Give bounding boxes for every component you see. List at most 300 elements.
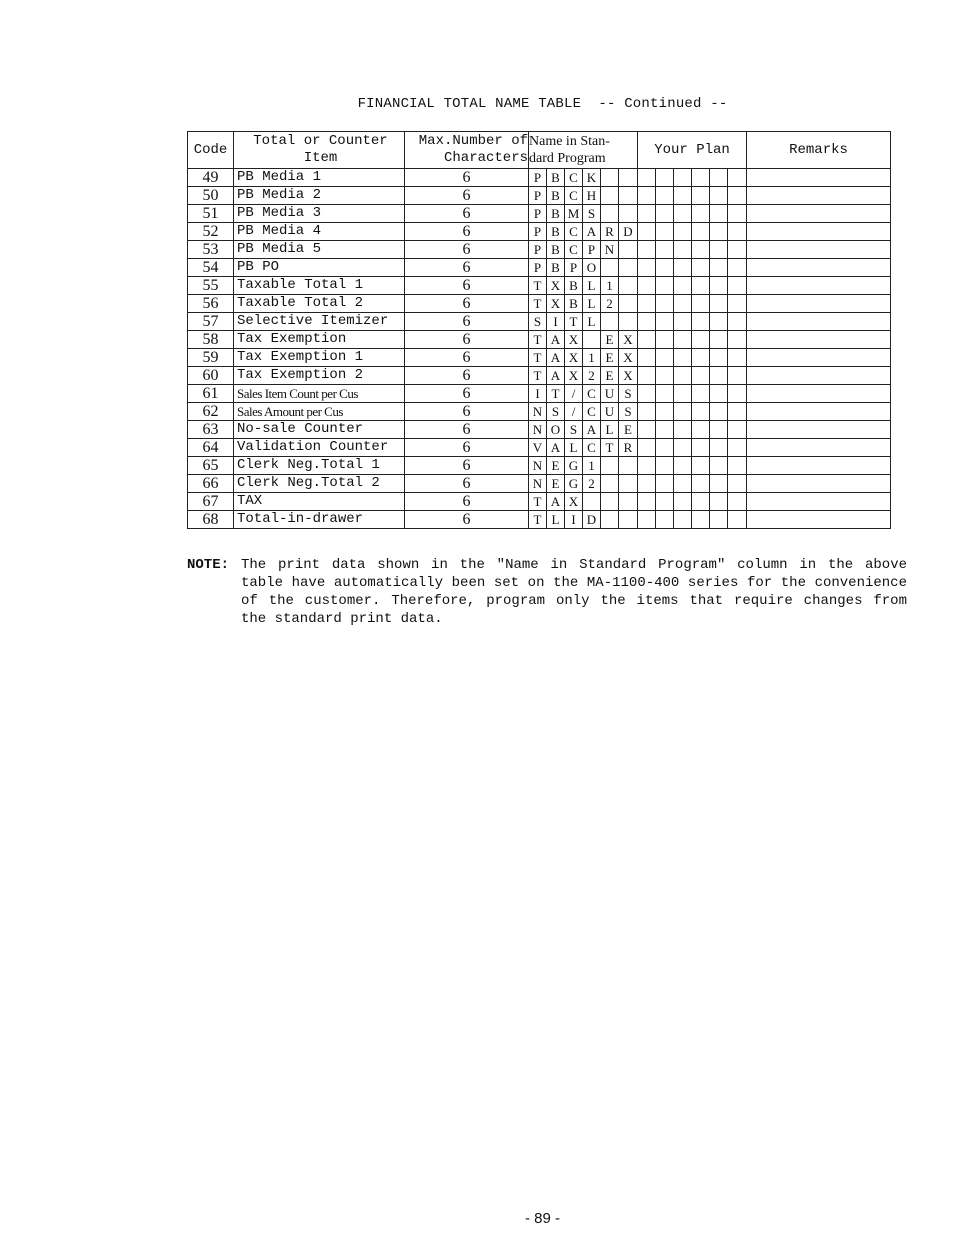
plan-char-box[interactable]	[656, 385, 674, 402]
cell-code: 59	[188, 349, 234, 367]
cell-your-plan[interactable]	[638, 187, 747, 205]
cell-remarks[interactable]	[747, 457, 891, 475]
plan-char-box[interactable]	[692, 205, 710, 222]
std-char-box: B	[565, 277, 583, 294]
cell-your-plan[interactable]	[638, 223, 747, 241]
plan-char-box[interactable]	[656, 367, 674, 384]
cell-code: 49	[188, 169, 234, 187]
plan-char-box[interactable]	[692, 493, 710, 510]
plan-char-box[interactable]	[728, 457, 746, 474]
plan-char-box[interactable]	[656, 403, 674, 420]
std-char-box: C	[565, 241, 583, 258]
cell-remarks[interactable]	[747, 367, 891, 385]
plan-char-box[interactable]	[656, 331, 674, 348]
table-row	[188, 475, 891, 493]
cell-your-plan[interactable]	[638, 259, 747, 277]
plan-char-box[interactable]	[728, 241, 746, 258]
std-char-box	[601, 313, 619, 330]
std-char-box: K	[583, 169, 601, 186]
plan-char-box[interactable]	[728, 313, 746, 330]
plan-char-box[interactable]	[638, 331, 656, 348]
cell-remarks[interactable]	[747, 187, 891, 205]
plan-char-box[interactable]	[638, 187, 656, 204]
plan-char-box[interactable]	[728, 259, 746, 276]
cell-item: Total-in-drawer	[234, 511, 405, 529]
cell-max-characters: 6	[405, 277, 529, 295]
std-char-box: S	[624, 386, 632, 401]
plan-char-box[interactable]	[638, 385, 656, 402]
header-item-line2: Item	[303, 150, 338, 166]
table-row	[188, 277, 891, 295]
std-char-box	[601, 169, 619, 186]
cell-remarks[interactable]	[747, 205, 891, 223]
std-char-box: G	[565, 457, 583, 474]
plan-char-box[interactable]	[692, 349, 710, 366]
cell-remarks[interactable]	[747, 313, 891, 331]
cell-standard-name	[529, 493, 638, 511]
plan-char-box[interactable]	[710, 403, 728, 420]
plan-char-box[interactable]	[674, 223, 692, 240]
plan-char-box[interactable]	[728, 169, 746, 186]
cell-code: 57	[188, 313, 234, 331]
plan-char-box[interactable]	[674, 439, 692, 456]
cell-your-plan[interactable]	[638, 349, 747, 367]
cell-code: 66	[188, 475, 234, 493]
cell-item: PB Media 1	[234, 169, 405, 187]
plan-char-box[interactable]	[638, 259, 656, 276]
plan-char-box[interactable]	[692, 475, 710, 492]
std-char-box: 1	[601, 277, 619, 294]
plan-char-box[interactable]	[728, 295, 746, 312]
plan-char-box[interactable]	[710, 439, 728, 456]
std-char-box	[601, 205, 619, 222]
std-char-box: I	[547, 313, 565, 330]
plan-char-box[interactable]	[674, 241, 692, 258]
table-row	[188, 457, 891, 475]
std-char-box: N	[529, 475, 547, 492]
std-char-box: C	[583, 385, 601, 402]
std-char-box: 2	[601, 295, 619, 312]
plan-char-box[interactable]	[728, 367, 746, 384]
plan-char-box[interactable]	[674, 169, 692, 186]
cell-item: Sales Item Count per Cus	[234, 385, 405, 403]
cell-remarks[interactable]	[747, 295, 891, 313]
plan-char-box[interactable]	[656, 349, 674, 366]
std-char-box: T	[547, 385, 565, 402]
table-row	[188, 511, 891, 529]
plan-char-box[interactable]	[638, 493, 656, 510]
cell-your-plan[interactable]	[638, 511, 747, 529]
plan-char-box[interactable]	[656, 439, 674, 456]
cell-standard-name	[529, 169, 638, 187]
plan-char-box[interactable]	[674, 475, 692, 492]
plan-char-box[interactable]	[656, 457, 674, 474]
cell-max-characters: 6	[405, 295, 529, 313]
plan-char-box[interactable]	[692, 457, 710, 474]
plan-char-box[interactable]	[728, 187, 746, 204]
cell-remarks[interactable]	[747, 223, 891, 241]
plan-char-box[interactable]	[728, 511, 746, 528]
table-row	[188, 349, 891, 367]
plan-char-box[interactable]	[656, 313, 674, 330]
cell-your-plan[interactable]	[638, 385, 747, 403]
plan-char-box[interactable]	[638, 313, 656, 330]
plan-char-box[interactable]	[674, 457, 692, 474]
plan-char-box[interactable]	[710, 349, 728, 366]
std-char-box: T	[529, 277, 547, 294]
std-char-box: C	[565, 187, 583, 204]
plan-char-box[interactable]	[656, 223, 674, 240]
plan-char-box[interactable]	[674, 421, 692, 438]
std-char-box: S	[529, 313, 547, 330]
plan-char-box[interactable]	[674, 367, 692, 384]
cell-remarks[interactable]	[747, 169, 891, 187]
table-row	[188, 223, 891, 241]
plan-char-box[interactable]	[692, 385, 710, 402]
plan-char-box[interactable]	[656, 511, 674, 528]
cell-remarks[interactable]	[747, 439, 891, 457]
plan-char-box[interactable]	[692, 277, 710, 294]
std-char-box: R	[601, 223, 619, 240]
cell-max-characters: 6	[405, 385, 529, 403]
plan-char-box[interactable]	[710, 385, 728, 402]
plan-char-box[interactable]	[710, 187, 728, 204]
plan-char-box[interactable]	[638, 421, 656, 438]
std-char-box: 1	[583, 349, 601, 366]
cell-item: Tax Exemption	[234, 331, 405, 349]
plan-char-box[interactable]	[728, 421, 746, 438]
cell-max-characters: 6	[405, 421, 529, 439]
cell-your-plan[interactable]	[638, 493, 747, 511]
plan-char-box[interactable]	[638, 367, 656, 384]
cell-max-characters: 6	[405, 493, 529, 511]
plan-char-box[interactable]	[674, 295, 692, 312]
plan-char-box[interactable]	[692, 223, 710, 240]
cell-remarks[interactable]	[747, 331, 891, 349]
std-char-box: L	[583, 313, 601, 330]
plan-char-box[interactable]	[656, 421, 674, 438]
plan-char-box[interactable]	[656, 169, 674, 186]
plan-char-box[interactable]	[728, 403, 746, 420]
cell-remarks[interactable]	[747, 421, 891, 439]
plan-char-box[interactable]	[638, 511, 656, 528]
cell-your-plan[interactable]	[638, 169, 747, 187]
plan-char-box[interactable]	[692, 313, 710, 330]
plan-char-box[interactable]	[638, 169, 656, 186]
plan-char-box[interactable]	[638, 223, 656, 240]
plan-char-box[interactable]	[674, 259, 692, 276]
cell-standard-name	[529, 187, 638, 205]
std-char-box	[619, 259, 637, 276]
plan-char-box[interactable]	[638, 349, 656, 366]
std-char-box: P	[529, 205, 547, 222]
cell-your-plan[interactable]	[638, 367, 747, 385]
std-char-box: E	[601, 331, 619, 348]
std-char-box: T	[565, 313, 583, 330]
plan-char-box[interactable]	[728, 331, 746, 348]
cell-item: TAX	[234, 493, 405, 511]
std-char-box: 2	[583, 367, 601, 384]
cell-item: Validation Counter	[234, 439, 405, 457]
plan-char-box[interactable]	[674, 277, 692, 294]
cell-max-characters: 6	[405, 259, 529, 277]
cell-standard-name	[529, 313, 638, 331]
std-char-box	[601, 511, 619, 528]
cell-code: 50	[188, 187, 234, 205]
std-char-box	[619, 277, 637, 294]
plan-char-box[interactable]	[728, 205, 746, 222]
plan-char-box[interactable]	[692, 439, 710, 456]
plan-char-box[interactable]	[728, 439, 746, 456]
cell-standard-name	[529, 511, 638, 529]
std-char-box	[619, 493, 637, 510]
std-char-box: I	[529, 385, 547, 402]
cell-remarks[interactable]	[747, 403, 891, 421]
plan-char-box[interactable]	[710, 367, 728, 384]
cell-remarks[interactable]	[747, 511, 891, 529]
cell-max-characters: 6	[405, 511, 529, 529]
header-item-line1: Total or Counter	[253, 133, 388, 149]
plan-char-box[interactable]	[674, 403, 692, 420]
std-char-box: X	[565, 367, 583, 384]
plan-char-box[interactable]	[674, 493, 692, 510]
table-row	[188, 313, 891, 331]
plan-char-box[interactable]	[710, 331, 728, 348]
plan-char-box[interactable]	[638, 241, 656, 258]
cell-standard-name	[529, 403, 638, 421]
cell-standard-name	[529, 295, 638, 313]
std-char-box: S	[547, 403, 565, 420]
plan-char-box[interactable]	[674, 511, 692, 528]
std-char-box: A	[547, 349, 565, 366]
plan-char-box[interactable]	[728, 277, 746, 294]
plan-char-box[interactable]	[710, 295, 728, 312]
header-max-line1: Max.Number of	[418, 133, 528, 149]
std-char-box: E	[547, 475, 565, 492]
plan-char-box[interactable]	[728, 475, 746, 492]
plan-char-box[interactable]	[656, 277, 674, 294]
cell-your-plan[interactable]	[638, 295, 747, 313]
cell-standard-name	[529, 385, 638, 403]
cell-standard-name	[529, 205, 638, 223]
plan-char-box[interactable]	[728, 349, 746, 366]
plan-char-box[interactable]	[674, 187, 692, 204]
std-char-box: B	[565, 295, 583, 312]
std-char-box: C	[565, 223, 583, 240]
cell-max-characters: 6	[405, 403, 529, 421]
table-row	[188, 205, 891, 223]
plan-char-box[interactable]	[692, 241, 710, 258]
cell-your-plan[interactable]	[638, 241, 747, 259]
cell-item: PB Media 2	[234, 187, 405, 205]
plan-char-box[interactable]	[710, 259, 728, 276]
plan-char-box[interactable]	[674, 331, 692, 348]
plan-char-box[interactable]	[710, 241, 728, 258]
std-char-box	[619, 457, 637, 474]
plan-char-box[interactable]	[692, 187, 710, 204]
plan-char-box[interactable]	[710, 457, 728, 474]
plan-char-box[interactable]	[728, 493, 746, 510]
header-item	[234, 132, 405, 169]
std-char-box: A	[547, 439, 565, 456]
cell-item: PB Media 5	[234, 241, 405, 259]
cell-remarks[interactable]	[747, 277, 891, 295]
plan-char-box[interactable]	[656, 187, 674, 204]
plan-char-box[interactable]	[710, 223, 728, 240]
cell-remarks[interactable]	[747, 493, 891, 511]
cell-remarks[interactable]	[747, 385, 891, 403]
cell-code: 58	[188, 331, 234, 349]
plan-char-box[interactable]	[656, 295, 674, 312]
std-char-box: P	[529, 223, 547, 240]
std-char-box: T	[601, 439, 619, 456]
note-label: NOTE:	[187, 557, 230, 573]
std-char-box: H	[583, 187, 601, 204]
header-plan: Your Plan	[638, 132, 747, 169]
cell-remarks[interactable]	[747, 241, 891, 259]
cell-standard-name	[529, 223, 638, 241]
cell-remarks[interactable]	[747, 349, 891, 367]
plan-char-box[interactable]	[638, 439, 656, 456]
std-char-box: P	[529, 259, 547, 276]
plan-char-box[interactable]	[656, 241, 674, 258]
std-char-box: U	[601, 403, 619, 420]
std-char-box: X	[547, 295, 565, 312]
cell-your-plan[interactable]	[638, 421, 747, 439]
cell-max-characters: 6	[405, 367, 529, 385]
header-max-line2: Characters	[443, 150, 528, 166]
plan-char-box[interactable]	[692, 367, 710, 384]
table-row	[188, 169, 891, 187]
table-row	[188, 439, 891, 457]
std-char-box: S	[624, 404, 632, 419]
cell-remarks[interactable]	[747, 475, 891, 493]
cell-max-characters: 6	[405, 313, 529, 331]
cell-standard-name	[529, 349, 638, 367]
plan-char-box[interactable]	[710, 205, 728, 222]
std-char-box: B	[547, 223, 565, 240]
cell-max-characters: 6	[405, 205, 529, 223]
std-char-box	[601, 187, 619, 204]
plan-char-box[interactable]	[728, 385, 746, 402]
std-char-box: X	[547, 277, 565, 294]
cell-your-plan[interactable]	[638, 331, 747, 349]
std-char-box: X	[623, 350, 633, 365]
plan-char-box[interactable]	[638, 277, 656, 294]
plan-char-box[interactable]	[692, 259, 710, 276]
std-char-box: V	[529, 439, 547, 456]
plan-char-box[interactable]	[638, 205, 656, 222]
plan-char-box[interactable]	[656, 205, 674, 222]
plan-char-box[interactable]	[728, 223, 746, 240]
cell-item: Tax Exemption 2	[234, 367, 405, 385]
plan-char-box[interactable]	[710, 475, 728, 492]
std-char-box: N	[601, 241, 619, 258]
plan-char-box[interactable]	[692, 331, 710, 348]
cell-your-plan[interactable]	[638, 457, 747, 475]
header-code: Code	[188, 132, 234, 169]
std-char-box: X	[623, 332, 633, 347]
plan-char-box[interactable]	[674, 313, 692, 330]
plan-char-box[interactable]	[692, 403, 710, 420]
header-max	[405, 132, 529, 169]
cell-your-plan[interactable]	[638, 403, 747, 421]
cell-max-characters: 6	[405, 241, 529, 259]
cell-standard-name	[529, 421, 638, 439]
plan-char-box[interactable]	[638, 475, 656, 492]
std-char-box	[601, 259, 619, 276]
cell-code: 55	[188, 277, 234, 295]
std-char-box: U	[601, 385, 619, 402]
plan-char-box[interactable]	[656, 259, 674, 276]
std-char-box: X	[565, 349, 583, 366]
cell-code: 65	[188, 457, 234, 475]
table-row	[188, 241, 891, 259]
cell-standard-name	[529, 439, 638, 457]
plan-char-box[interactable]	[638, 403, 656, 420]
cell-your-plan[interactable]	[638, 313, 747, 331]
plan-char-box[interactable]	[710, 169, 728, 186]
plan-char-box[interactable]	[638, 457, 656, 474]
cell-code: 61	[188, 385, 234, 403]
cell-code: 51	[188, 205, 234, 223]
plan-char-box[interactable]	[692, 169, 710, 186]
std-char-box: E	[601, 349, 619, 366]
std-char-box: A	[547, 493, 565, 510]
cell-your-plan[interactable]	[638, 277, 747, 295]
cell-code: 60	[188, 367, 234, 385]
plan-char-box[interactable]	[710, 511, 728, 528]
plan-char-box[interactable]	[710, 277, 728, 294]
cell-remarks[interactable]	[747, 259, 891, 277]
header-std	[529, 132, 638, 169]
std-char-box: M	[565, 205, 583, 222]
plan-char-box[interactable]	[638, 295, 656, 312]
plan-char-box[interactable]	[674, 385, 692, 402]
std-char-box: T	[529, 493, 547, 510]
table-row	[188, 493, 891, 511]
std-char-box: X	[565, 493, 583, 510]
cell-max-characters: 6	[405, 331, 529, 349]
plan-char-box[interactable]	[656, 493, 674, 510]
plan-char-box[interactable]	[692, 421, 710, 438]
cell-item: Taxable Total 2	[234, 295, 405, 313]
cell-your-plan[interactable]	[638, 439, 747, 457]
std-char-box: C	[583, 403, 601, 420]
header-std-line1: Name in Stan-	[529, 134, 610, 149]
std-char-box	[583, 493, 601, 510]
plan-char-box[interactable]	[692, 295, 710, 312]
plan-char-box[interactable]	[674, 349, 692, 366]
cell-standard-name	[529, 457, 638, 475]
plan-char-box[interactable]	[710, 493, 728, 510]
cell-your-plan[interactable]	[638, 205, 747, 223]
std-char-box: N	[529, 403, 547, 420]
cell-your-plan[interactable]	[638, 475, 747, 493]
plan-char-box[interactable]	[710, 421, 728, 438]
std-char-box: P	[529, 187, 547, 204]
std-char-box: 2	[583, 475, 601, 492]
plan-char-box[interactable]	[692, 511, 710, 528]
table-row	[188, 331, 891, 349]
std-char-box	[601, 493, 619, 510]
plan-char-box[interactable]	[656, 475, 674, 492]
table-row	[188, 385, 891, 403]
plan-char-box[interactable]	[710, 313, 728, 330]
std-char-box: L	[583, 295, 601, 312]
cell-max-characters: 6	[405, 349, 529, 367]
plan-char-box[interactable]	[674, 205, 692, 222]
